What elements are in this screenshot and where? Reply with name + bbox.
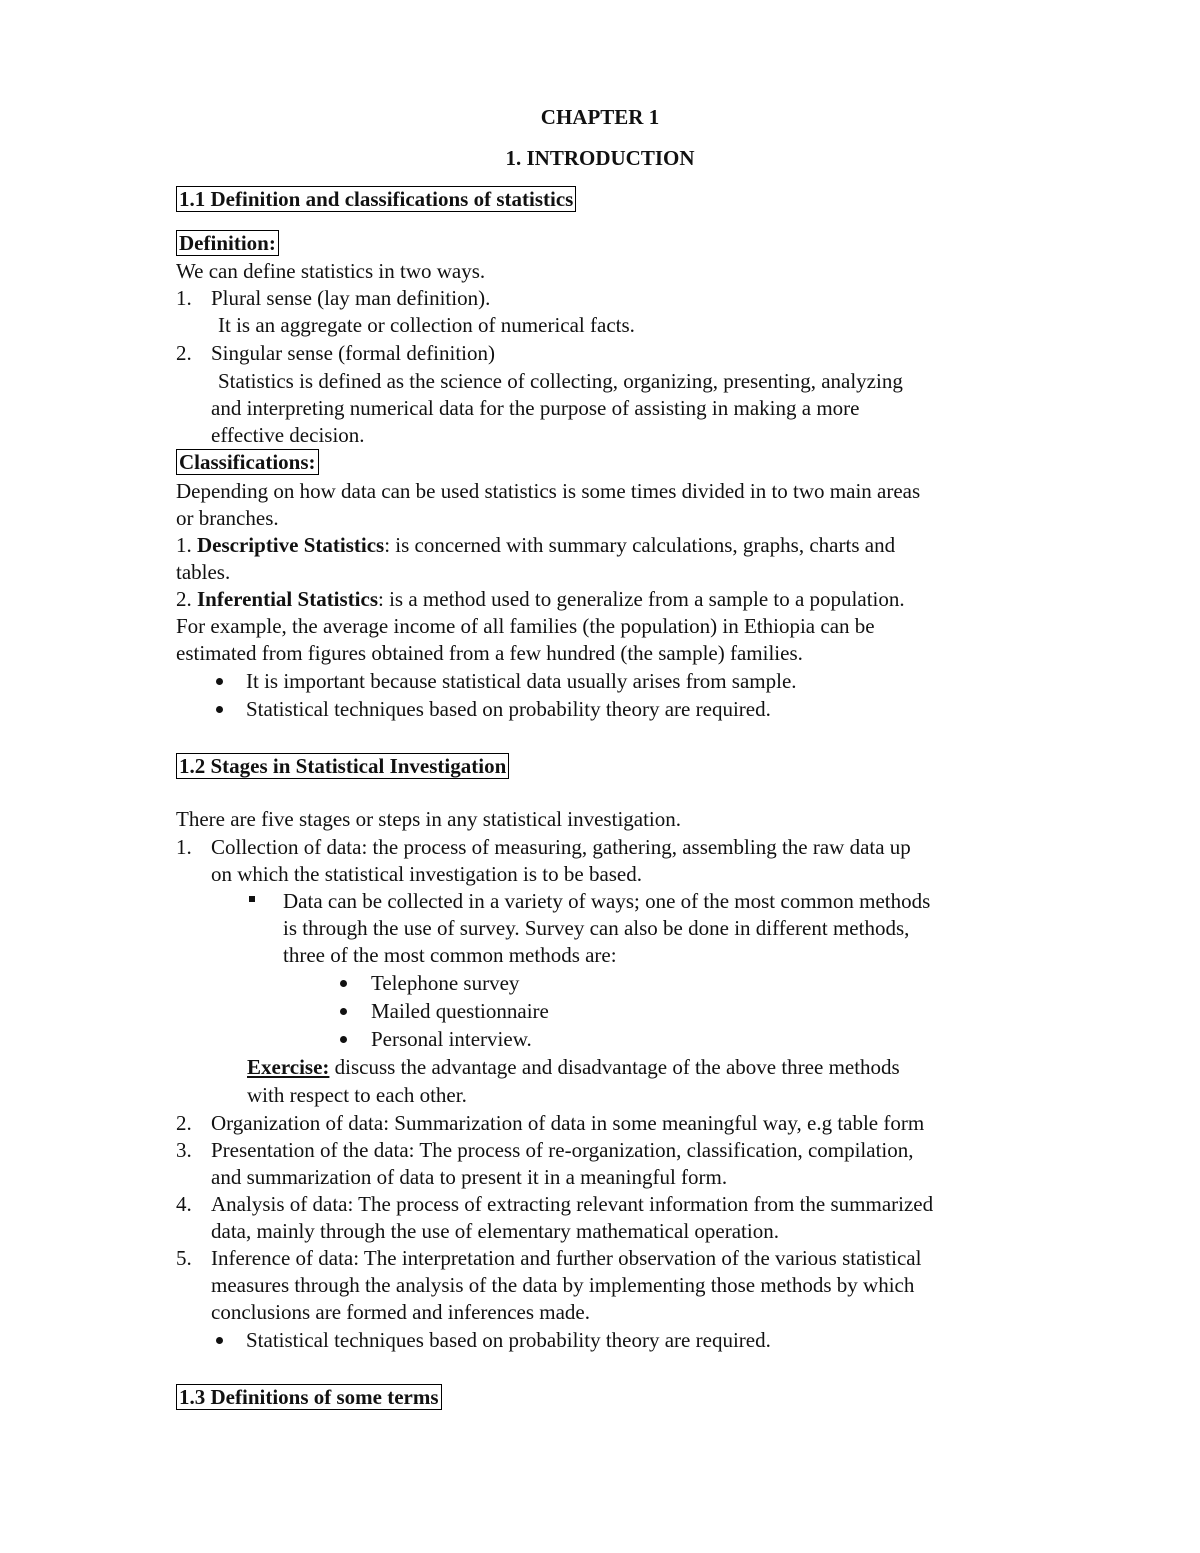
descriptive-term: Descriptive Statistics xyxy=(197,533,385,557)
list-number: 5. xyxy=(176,1246,192,1270)
square-bullet-icon xyxy=(249,896,255,902)
section-heading-1-1: 1.1 Definition and classifications of statistics xyxy=(176,186,576,212)
stage-organization: Organization of data: Summarization of data in some meaningful way, e.g table form xyxy=(211,1111,925,1135)
stage-inference: Inference of data: The interpretation and further observation of the various statistical xyxy=(211,1246,922,1270)
singular-sense-line: effective decision. xyxy=(211,423,365,447)
bullet-icon xyxy=(340,1008,347,1015)
bullet-icon xyxy=(216,1337,223,1344)
collection-methods-text: Data can be collected in a variety of ways; one of the most common methods xyxy=(283,889,931,913)
stage-analysis: Analysis of data: The process of extracting relevant information from the summarized xyxy=(211,1192,934,1216)
bullet-icon xyxy=(340,1036,347,1043)
stage-inference-cont: conclusions are formed and inferences made. xyxy=(211,1300,591,1324)
stage-inference-cont: measures through the analysis of the data by implementing those methods by which xyxy=(211,1273,915,1297)
stage-presentation-cont: and summarization of data to present it in a meaningful form. xyxy=(211,1165,728,1189)
list-number: 3. xyxy=(176,1138,192,1162)
stage-collection: Collection of data: the process of measuring, gathering, assembling the raw data up xyxy=(211,835,911,859)
bullet-icon xyxy=(216,706,223,713)
list-number: 4. xyxy=(176,1192,192,1216)
bullet-item: Statistical techniques based on probability theory are required. xyxy=(246,697,771,721)
chapter-title: CHAPTER 1 xyxy=(540,105,660,129)
descriptive-statistics: 1. Descriptive Statistics: is concerned with summary calculations, graphs, charts and xyxy=(176,533,896,557)
collection-methods-text: three of the most common methods are: xyxy=(283,943,617,967)
classifications-text: or branches. xyxy=(176,506,279,530)
classifications-label: Classifications: xyxy=(176,449,319,475)
list-number: 2. xyxy=(176,1111,192,1135)
bullet-item: Statistical techniques based on probability theory are required. xyxy=(246,1328,771,1352)
introduction-title: 1. INTRODUCTION xyxy=(505,146,695,170)
singular-sense-line: Statistics is defined as the science of collecting, organizing, presenting, analyzing xyxy=(218,369,903,393)
plural-sense-definition: It is an aggregate or collection of numerical facts. xyxy=(218,313,635,337)
bullet-icon xyxy=(216,678,223,685)
inferential-term: Inferential Statistics xyxy=(197,587,379,611)
exercise-cont: with respect to each other. xyxy=(247,1083,467,1107)
bullet-item: It is important because statistical data usually arises from sample. xyxy=(246,669,797,693)
stages-intro: There are five stages or steps in any statistical investigation. xyxy=(176,807,682,831)
descriptive-statistics-cont: tables. xyxy=(176,560,231,584)
bullet-icon xyxy=(340,980,347,987)
singular-sense: Singular sense (formal definition) xyxy=(211,341,496,365)
plural-sense: Plural sense (lay man definition). xyxy=(211,286,491,310)
example-text: For example, the average income of all families (the population) in Ethiopia can be xyxy=(176,614,875,638)
inferential-statistics: 2. Inferential Statistics: is a method used to generalize from a sample to a population. xyxy=(176,587,905,611)
list-number: 2. xyxy=(176,341,192,365)
list-number: 1. xyxy=(176,835,192,859)
section-heading-1-2: 1.2 Stages in Statistical Investigation xyxy=(176,753,509,779)
classifications-text: Depending on how data can be used statistics is some times divided in to two main areas xyxy=(176,479,921,503)
method-item: Personal interview. xyxy=(371,1027,532,1051)
method-item: Telephone survey xyxy=(371,971,520,995)
example-text: estimated from figures obtained from a few hundred (the sample) families. xyxy=(176,641,803,665)
stage-collection-cont: on which the statistical investigation is to be based. xyxy=(211,862,643,886)
stage-analysis-cont: data, mainly through the use of elementary mathematical operation. xyxy=(211,1219,779,1243)
definition-label: Definition: xyxy=(176,230,279,256)
exercise-label: Exercise: xyxy=(247,1055,330,1079)
method-item: Mailed questionnaire xyxy=(371,999,549,1023)
stage-presentation: Presentation of the data: The process of re-organization, classification, compilation, xyxy=(211,1138,914,1162)
list-number: 1. xyxy=(176,286,192,310)
section-heading-1-3: 1.3 Definitions of some terms xyxy=(176,1384,442,1410)
singular-sense-line: and interpreting numerical data for the purpose of assisting in making a more xyxy=(211,396,860,420)
definition-intro: We can define statistics in two ways. xyxy=(176,259,486,283)
collection-methods-text: is through the use of survey. Survey can also be done in different methods, xyxy=(283,916,910,940)
exercise: Exercise: discuss the advantage and disadvantage of the above three methods xyxy=(247,1055,900,1079)
